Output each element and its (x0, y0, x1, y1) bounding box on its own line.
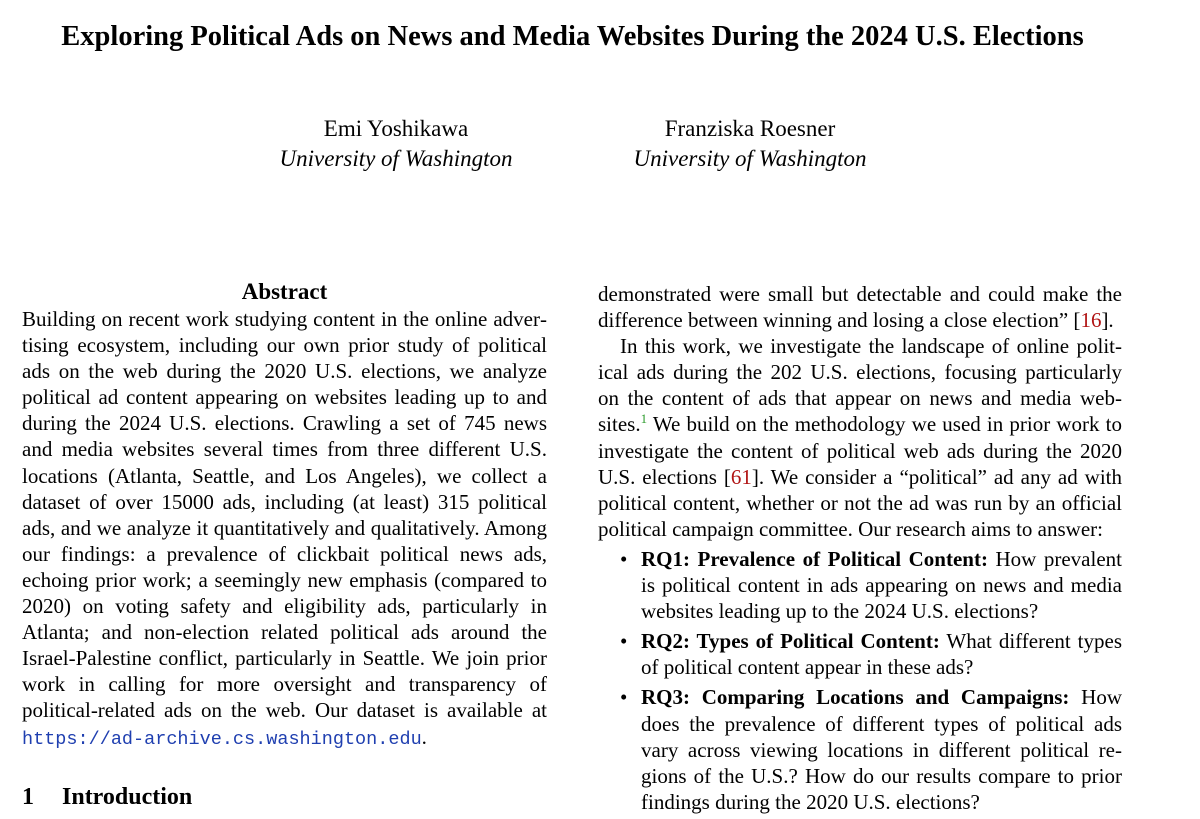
right-column (598, 281, 1122, 815)
rq-label: RQ1: Prevalence of Political Content: (641, 546, 988, 571)
footnote-link[interactable]: 1 (640, 411, 648, 427)
intro-text: We build on the methodology we used in prior work to investigate the content of political web ads during the 2020 U.S. elections [ (598, 412, 1122, 489)
intro-text: ]. (1101, 308, 1114, 333)
section-number: 1 (22, 784, 34, 810)
section-title: Introduction (62, 784, 193, 810)
abstract-heading: Abstract (241, 279, 328, 304)
bullet-icon: • (620, 546, 628, 571)
left-column (22, 278, 547, 753)
intro-text: ]. We consider a “political” ad any ad with political content, whether or not the ad was run by an official political campaign committee. Our research aims to answer: (598, 464, 1122, 541)
rq-text: What different types of political content appear in these ads? (641, 629, 1123, 680)
intro-paragraph (598, 281, 1122, 333)
research-questions-list (598, 546, 1122, 815)
rq-label: RQ2: Types of Political Content: (641, 629, 940, 654)
intro-text: In this work, we investigate the landscape of online political ads during the 202 U.S. elections, focusing particularly on the content of ads that appear on news and media websites. (598, 334, 1122, 437)
author-block (252, 114, 540, 174)
section-heading-introduction (22, 782, 192, 812)
rq-text: How prevalent is political content in ads appearing on news and media websites leading up to the 2024 U.S. elections? (641, 546, 1122, 624)
bullet-icon: • (620, 685, 628, 710)
rq-label: RQ3: Comparing Locations and Campaigns: (641, 685, 1070, 710)
paper-title: Exploring Political Ads on News and Media Websites During the 2024 U.S. Elections (61, 21, 1084, 52)
author-affiliation: University of Washington (279, 146, 513, 171)
intro-text: demonstrated were small but detectable and could make the difference between winning and losing a close election” [ (598, 282, 1122, 333)
research-question-item (598, 628, 1122, 680)
author-name: Emi Yoshikawa (323, 116, 469, 141)
abstract-body (22, 306, 547, 753)
rq-text: How does the prevalence of different types of political ads vary across viewing locations in different political regions of the U.S.? How do our results compare to prior findings during the 2020 U.S. elections? (641, 685, 1122, 814)
abstract-text: Building on recent work studying content in the online advertising ecosystem, including our own prior study of political ads on the web during the 2020 U.S. elections, we analyze political ad content appearing on websites leading up to and during the 2024 U.S. elections. Crawling a set of 745 news and media websites several times from three different U.S. locations (Atlanta, Seattle, and Los Angeles), we collect a dataset of over 15000 ads, including (at least) 315 political ads, and we analyze it quantitatively and qualitatively. Among our findings: a prevalence of clickbait political news ads, echoing prior work; a seemingly new emphasis (compared to 2020) on voting safety and eligibility ads, particularly in Atlanta; and non-election related political ads around the Israel-Palestine conflict, particularly in Seattle. We join prior work in calling for more oversight and transparency of political-related ads on the web. Our dataset is available at (22, 307, 547, 723)
abstract-end: . (421, 724, 427, 749)
author-affiliation: University of Washington (633, 146, 867, 171)
research-question-item (598, 546, 1122, 624)
author-block (604, 114, 896, 174)
citation-link[interactable]: 16 (1080, 308, 1102, 333)
dataset-link[interactable]: https://ad-archive.cs.washington.edu (22, 728, 422, 750)
author-name: Franziska Roesner (664, 116, 836, 141)
intro-paragraph (598, 333, 1122, 542)
bullet-icon: • (620, 629, 628, 654)
research-question-item (598, 684, 1122, 814)
citation-link[interactable]: 61 (730, 464, 752, 489)
